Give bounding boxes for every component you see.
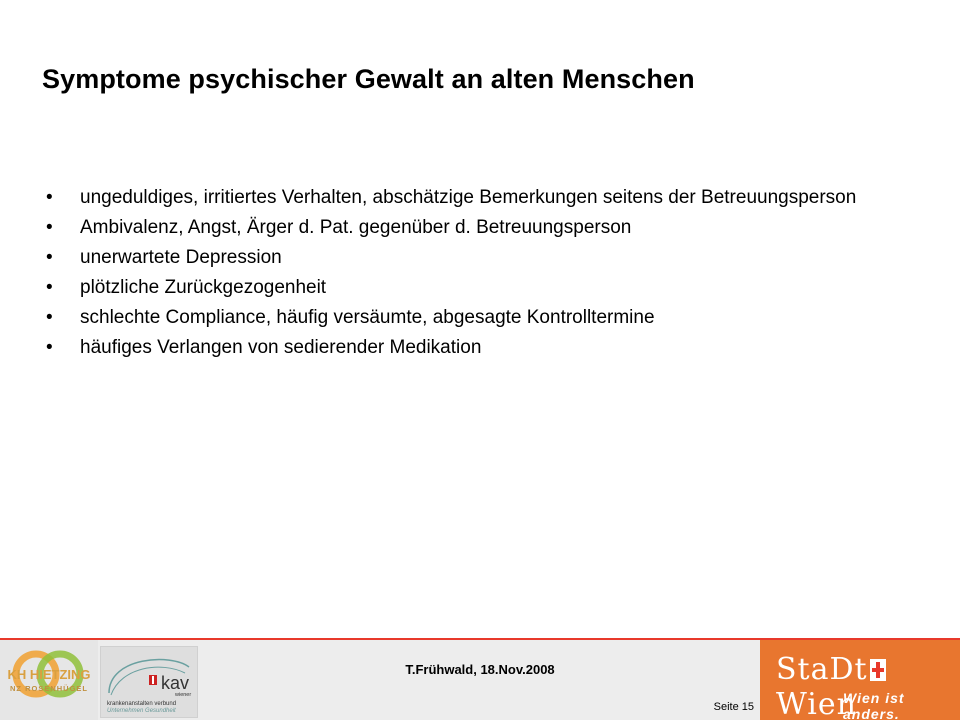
vienna-cross-icon bbox=[870, 659, 886, 681]
bullet-text: häufiges Verlangen von sedierender Medikation bbox=[80, 337, 482, 358]
bullet-text: ungeduldiges, irritiertes Verhalten, abschätzige Bemerkungen seitens der Betreuungsperson bbox=[80, 187, 857, 208]
bullet-marker: • bbox=[46, 187, 53, 208]
bullet-item bbox=[46, 307, 876, 328]
stadt-wien-slogan: Wien ist anders. bbox=[843, 690, 905, 722]
bullet-item bbox=[46, 277, 876, 298]
author-date: T.Frühwald, 18.Nov.2008 bbox=[405, 662, 555, 677]
kav-line1: krankenanstalten verbund bbox=[107, 701, 177, 707]
kav-small: wiener bbox=[175, 692, 192, 698]
kav-logo bbox=[100, 646, 198, 718]
bullet-text: schlechte Compliance, häufig versäumte, abgesagte Kontrolltermine bbox=[80, 307, 655, 328]
bullet-marker: • bbox=[46, 217, 53, 238]
bullet-item bbox=[46, 217, 876, 238]
kav-line2: Unternehmen Gesundheit bbox=[107, 708, 176, 714]
bullet-marker: • bbox=[46, 247, 53, 268]
slide-title: Symptome psychischer Gewalt an alten Menschen bbox=[42, 64, 695, 94]
bullet-list bbox=[46, 187, 876, 367]
bullet-item bbox=[46, 337, 876, 358]
bullet-marker: • bbox=[46, 337, 53, 358]
stadt-text: StaDt bbox=[776, 652, 868, 687]
stadt-wien-logo bbox=[760, 640, 960, 720]
kh-logo-line1: KH HIETZING bbox=[7, 667, 91, 682]
bullet-text: Ambivalenz, Angst, Ärger d. Pat. gegenüber d. Betreuungsperson bbox=[80, 217, 632, 238]
bullet-marker: • bbox=[46, 277, 53, 298]
bullet-text: unerwartete Depression bbox=[80, 247, 282, 268]
bullet-marker: • bbox=[46, 307, 53, 328]
kh-logo-line2: NZ ROSENHÜGEL bbox=[9, 684, 89, 693]
wien-text: Wien bbox=[776, 687, 857, 722]
kav-mark: kav bbox=[161, 673, 190, 693]
page-number: Seite 15 bbox=[713, 701, 754, 713]
bullet-text: plötzliche Zurückgezogenheit bbox=[80, 277, 327, 298]
bullet-item bbox=[46, 187, 876, 208]
kh-hietzing-logo bbox=[0, 640, 98, 720]
bullet-item bbox=[46, 247, 876, 268]
